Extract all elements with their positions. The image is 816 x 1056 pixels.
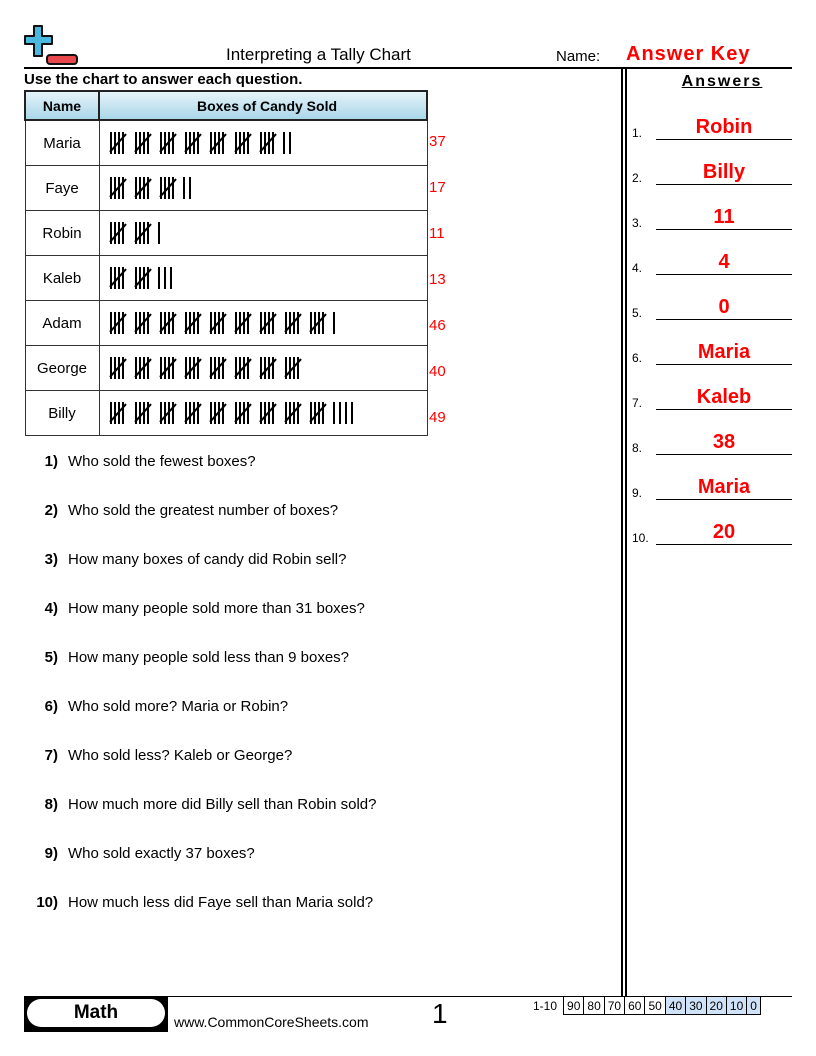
question-number: 3) xyxy=(44,551,58,568)
answer-field[interactable]: 38 xyxy=(712,431,736,453)
answer-number: 5. xyxy=(632,306,643,320)
tally-marks xyxy=(99,211,427,256)
tally-group-icon xyxy=(158,132,176,154)
question xyxy=(24,600,365,617)
question xyxy=(24,894,373,911)
tally-group-icon xyxy=(108,267,126,289)
tally-group-icon xyxy=(158,177,176,199)
question xyxy=(24,845,255,862)
tally-group-icon xyxy=(108,222,126,244)
tally-group-icon xyxy=(108,132,126,154)
header-boxes: Boxes of Candy Sold xyxy=(99,91,427,120)
row-count: 11 xyxy=(429,225,445,242)
tally-group-icon xyxy=(233,402,251,424)
question-text: How much less did Faye sell than Maria sold? xyxy=(68,894,374,911)
tally-group-icon xyxy=(283,357,301,379)
tally-group-icon xyxy=(208,402,226,424)
question-number: 1) xyxy=(44,453,58,470)
question-text: Who sold the fewest boxes? xyxy=(68,453,256,470)
row-name: George xyxy=(25,346,99,391)
tally-group-icon xyxy=(208,132,226,154)
score-cell: 30 xyxy=(686,997,706,1015)
answer-line xyxy=(656,544,792,545)
tally-group-icon xyxy=(308,402,326,424)
answer-row xyxy=(632,470,792,500)
column-divider xyxy=(625,69,627,996)
question-number: 2) xyxy=(44,502,58,519)
row-name: Maria xyxy=(25,120,99,166)
question xyxy=(24,698,288,715)
score-cell: 40 xyxy=(665,997,685,1015)
answers-title: Answers xyxy=(681,73,763,90)
question xyxy=(24,453,256,470)
row-count: 13 xyxy=(429,271,446,288)
answer-line xyxy=(656,409,792,410)
tally-singles-icon xyxy=(283,132,295,154)
plus-minus-icon xyxy=(24,24,80,68)
tally-group-icon xyxy=(158,402,176,424)
question-number: 9) xyxy=(44,845,58,862)
tally-marks xyxy=(99,256,427,301)
tally-group-icon xyxy=(158,357,176,379)
page-title: Interpreting a Tally Chart xyxy=(226,45,411,64)
question-number: 6) xyxy=(44,698,58,715)
tally-marks xyxy=(99,301,427,346)
tally-group-icon xyxy=(183,132,201,154)
tally-singles-icon xyxy=(333,402,357,424)
score-cell: 60 xyxy=(625,997,645,1015)
answer-field[interactable]: Maria xyxy=(697,341,751,363)
answer-row xyxy=(632,200,792,230)
tally-group-icon xyxy=(233,357,251,379)
answer-line xyxy=(656,364,792,365)
answer-field[interactable]: 0 xyxy=(718,296,730,318)
answer-row xyxy=(632,380,792,410)
answer-field[interactable]: 20 xyxy=(712,521,736,543)
tally-group-icon xyxy=(233,132,251,154)
tally-group-icon xyxy=(258,357,276,379)
tally-group-icon xyxy=(183,402,201,424)
question xyxy=(24,747,292,764)
answer-number: 9. xyxy=(632,486,643,500)
tally-group-icon xyxy=(308,312,326,334)
answer-field[interactable]: Kaleb xyxy=(696,386,752,408)
question-number: 7) xyxy=(44,747,58,764)
answer-number: 4. xyxy=(632,261,643,275)
tally-group-icon xyxy=(258,402,276,424)
tally-group-icon xyxy=(108,177,126,199)
tally-group-icon xyxy=(283,402,301,424)
question-text: How many people sold less than 9 boxes? xyxy=(68,649,350,666)
answer-row xyxy=(632,110,792,140)
row-count: 37 xyxy=(429,133,446,150)
answer-row xyxy=(632,425,792,455)
question-text: Who sold more? Maria or Robin? xyxy=(68,698,289,715)
question-text: How much more did Billy sell than Robin sold? xyxy=(68,796,377,813)
answer-row xyxy=(632,290,792,320)
tally-singles-icon xyxy=(183,177,195,199)
tally-group-icon xyxy=(133,222,151,244)
row-name: Kaleb xyxy=(25,256,99,301)
tally-group-icon xyxy=(108,312,126,334)
answer-field[interactable]: Robin xyxy=(695,116,753,138)
answer-row xyxy=(632,245,792,275)
table-row xyxy=(25,120,427,166)
tally-group-icon xyxy=(208,312,226,334)
answer-number: 3. xyxy=(632,216,643,230)
tally-marks xyxy=(99,166,427,211)
tally-marks xyxy=(99,120,427,166)
tally-table xyxy=(24,90,428,436)
answer-row xyxy=(632,335,792,365)
tally-group-icon xyxy=(183,312,201,334)
question xyxy=(24,796,376,813)
instructions: Use the chart to answer each question. xyxy=(24,71,303,88)
answer-field[interactable]: Maria xyxy=(697,476,751,498)
row-name: Billy xyxy=(25,391,99,436)
tally-group-icon xyxy=(133,132,151,154)
tally-group-icon xyxy=(133,177,151,199)
question xyxy=(24,551,346,568)
answer-row xyxy=(632,155,792,185)
answer-field[interactable]: Billy xyxy=(702,161,746,183)
name-field[interactable]: Answer Key xyxy=(626,43,751,65)
answer-line xyxy=(656,454,792,455)
answer-number: 1. xyxy=(632,126,643,140)
logo xyxy=(24,24,80,68)
column-divider xyxy=(621,69,623,996)
table-row xyxy=(25,346,427,391)
tally-group-icon xyxy=(133,357,151,379)
header-rule xyxy=(24,67,792,69)
tally-group-icon xyxy=(108,357,126,379)
tally-singles-icon xyxy=(333,312,339,334)
answer-number: 6. xyxy=(632,351,643,365)
question-text: How many people sold more than 31 boxes? xyxy=(68,600,365,617)
tally-marks xyxy=(99,346,427,391)
answer-number: 7. xyxy=(632,396,643,410)
score-cell: 90 xyxy=(564,997,584,1015)
answer-field[interactable]: 4 xyxy=(718,251,730,273)
score-table xyxy=(530,996,761,1015)
question-text: Who sold less? Kaleb or George? xyxy=(68,747,293,764)
row-name: Adam xyxy=(25,301,99,346)
row-count: 49 xyxy=(429,409,446,426)
question-number: 10) xyxy=(36,894,58,911)
row-name: Robin xyxy=(25,211,99,256)
answer-row xyxy=(632,515,792,545)
tally-group-icon xyxy=(158,312,176,334)
table-row xyxy=(25,391,427,436)
answer-number: 2. xyxy=(632,171,643,185)
tally-group-icon xyxy=(258,312,276,334)
question xyxy=(24,649,349,666)
question-number: 5) xyxy=(44,649,58,666)
page-number: 1 xyxy=(432,998,448,1029)
tally-marks xyxy=(99,391,427,436)
tally-group-icon xyxy=(283,312,301,334)
table-row xyxy=(25,166,427,211)
question-text: Who sold the greatest number of boxes? xyxy=(68,502,339,519)
question-text: How many boxes of candy did Robin sell? xyxy=(68,551,347,568)
question-text: Who sold exactly 37 boxes? xyxy=(68,845,255,862)
table-row xyxy=(25,256,427,301)
answer-field[interactable]: 11 xyxy=(713,206,735,228)
tally-group-icon xyxy=(133,267,151,289)
row-count: 17 xyxy=(429,179,446,196)
answer-line xyxy=(656,274,792,275)
row-name: Faye xyxy=(25,166,99,211)
table-row xyxy=(25,301,427,346)
subject-label: Math xyxy=(27,999,165,1027)
site-link[interactable]: www.CommonCoreSheets.com xyxy=(174,1014,369,1030)
tally-group-icon xyxy=(183,357,201,379)
tally-group-icon xyxy=(108,402,126,424)
tally-singles-icon xyxy=(158,267,176,289)
answer-number: 10. xyxy=(632,531,649,545)
score-cell: 20 xyxy=(706,997,726,1015)
score-cell: 10 xyxy=(726,997,746,1015)
table-row xyxy=(25,211,427,256)
tally-group-icon xyxy=(133,402,151,424)
answer-line xyxy=(656,139,792,140)
answer-number: 8. xyxy=(632,441,643,455)
header-name: Name xyxy=(25,91,99,120)
tally-group-icon xyxy=(133,312,151,334)
name-label: Name: xyxy=(556,48,601,65)
answer-line xyxy=(656,229,792,230)
score-cell: 70 xyxy=(604,997,624,1015)
question xyxy=(24,502,338,519)
score-cell: 50 xyxy=(645,997,665,1015)
tally-group-icon xyxy=(233,312,251,334)
row-count: 40 xyxy=(429,363,446,380)
score-range-label: 1-10 xyxy=(533,998,558,1013)
answer-line xyxy=(656,319,792,320)
question-number: 4) xyxy=(44,600,58,617)
score-cell: 0 xyxy=(747,997,761,1015)
tally-group-icon xyxy=(258,132,276,154)
row-count: 46 xyxy=(429,317,446,334)
answer-line xyxy=(656,499,792,500)
score-cell: 80 xyxy=(584,997,604,1015)
answer-line xyxy=(656,184,792,185)
tally-group-icon xyxy=(208,357,226,379)
subject-badge xyxy=(24,996,168,1032)
tally-singles-icon xyxy=(158,222,164,244)
question-number: 8) xyxy=(44,796,58,813)
